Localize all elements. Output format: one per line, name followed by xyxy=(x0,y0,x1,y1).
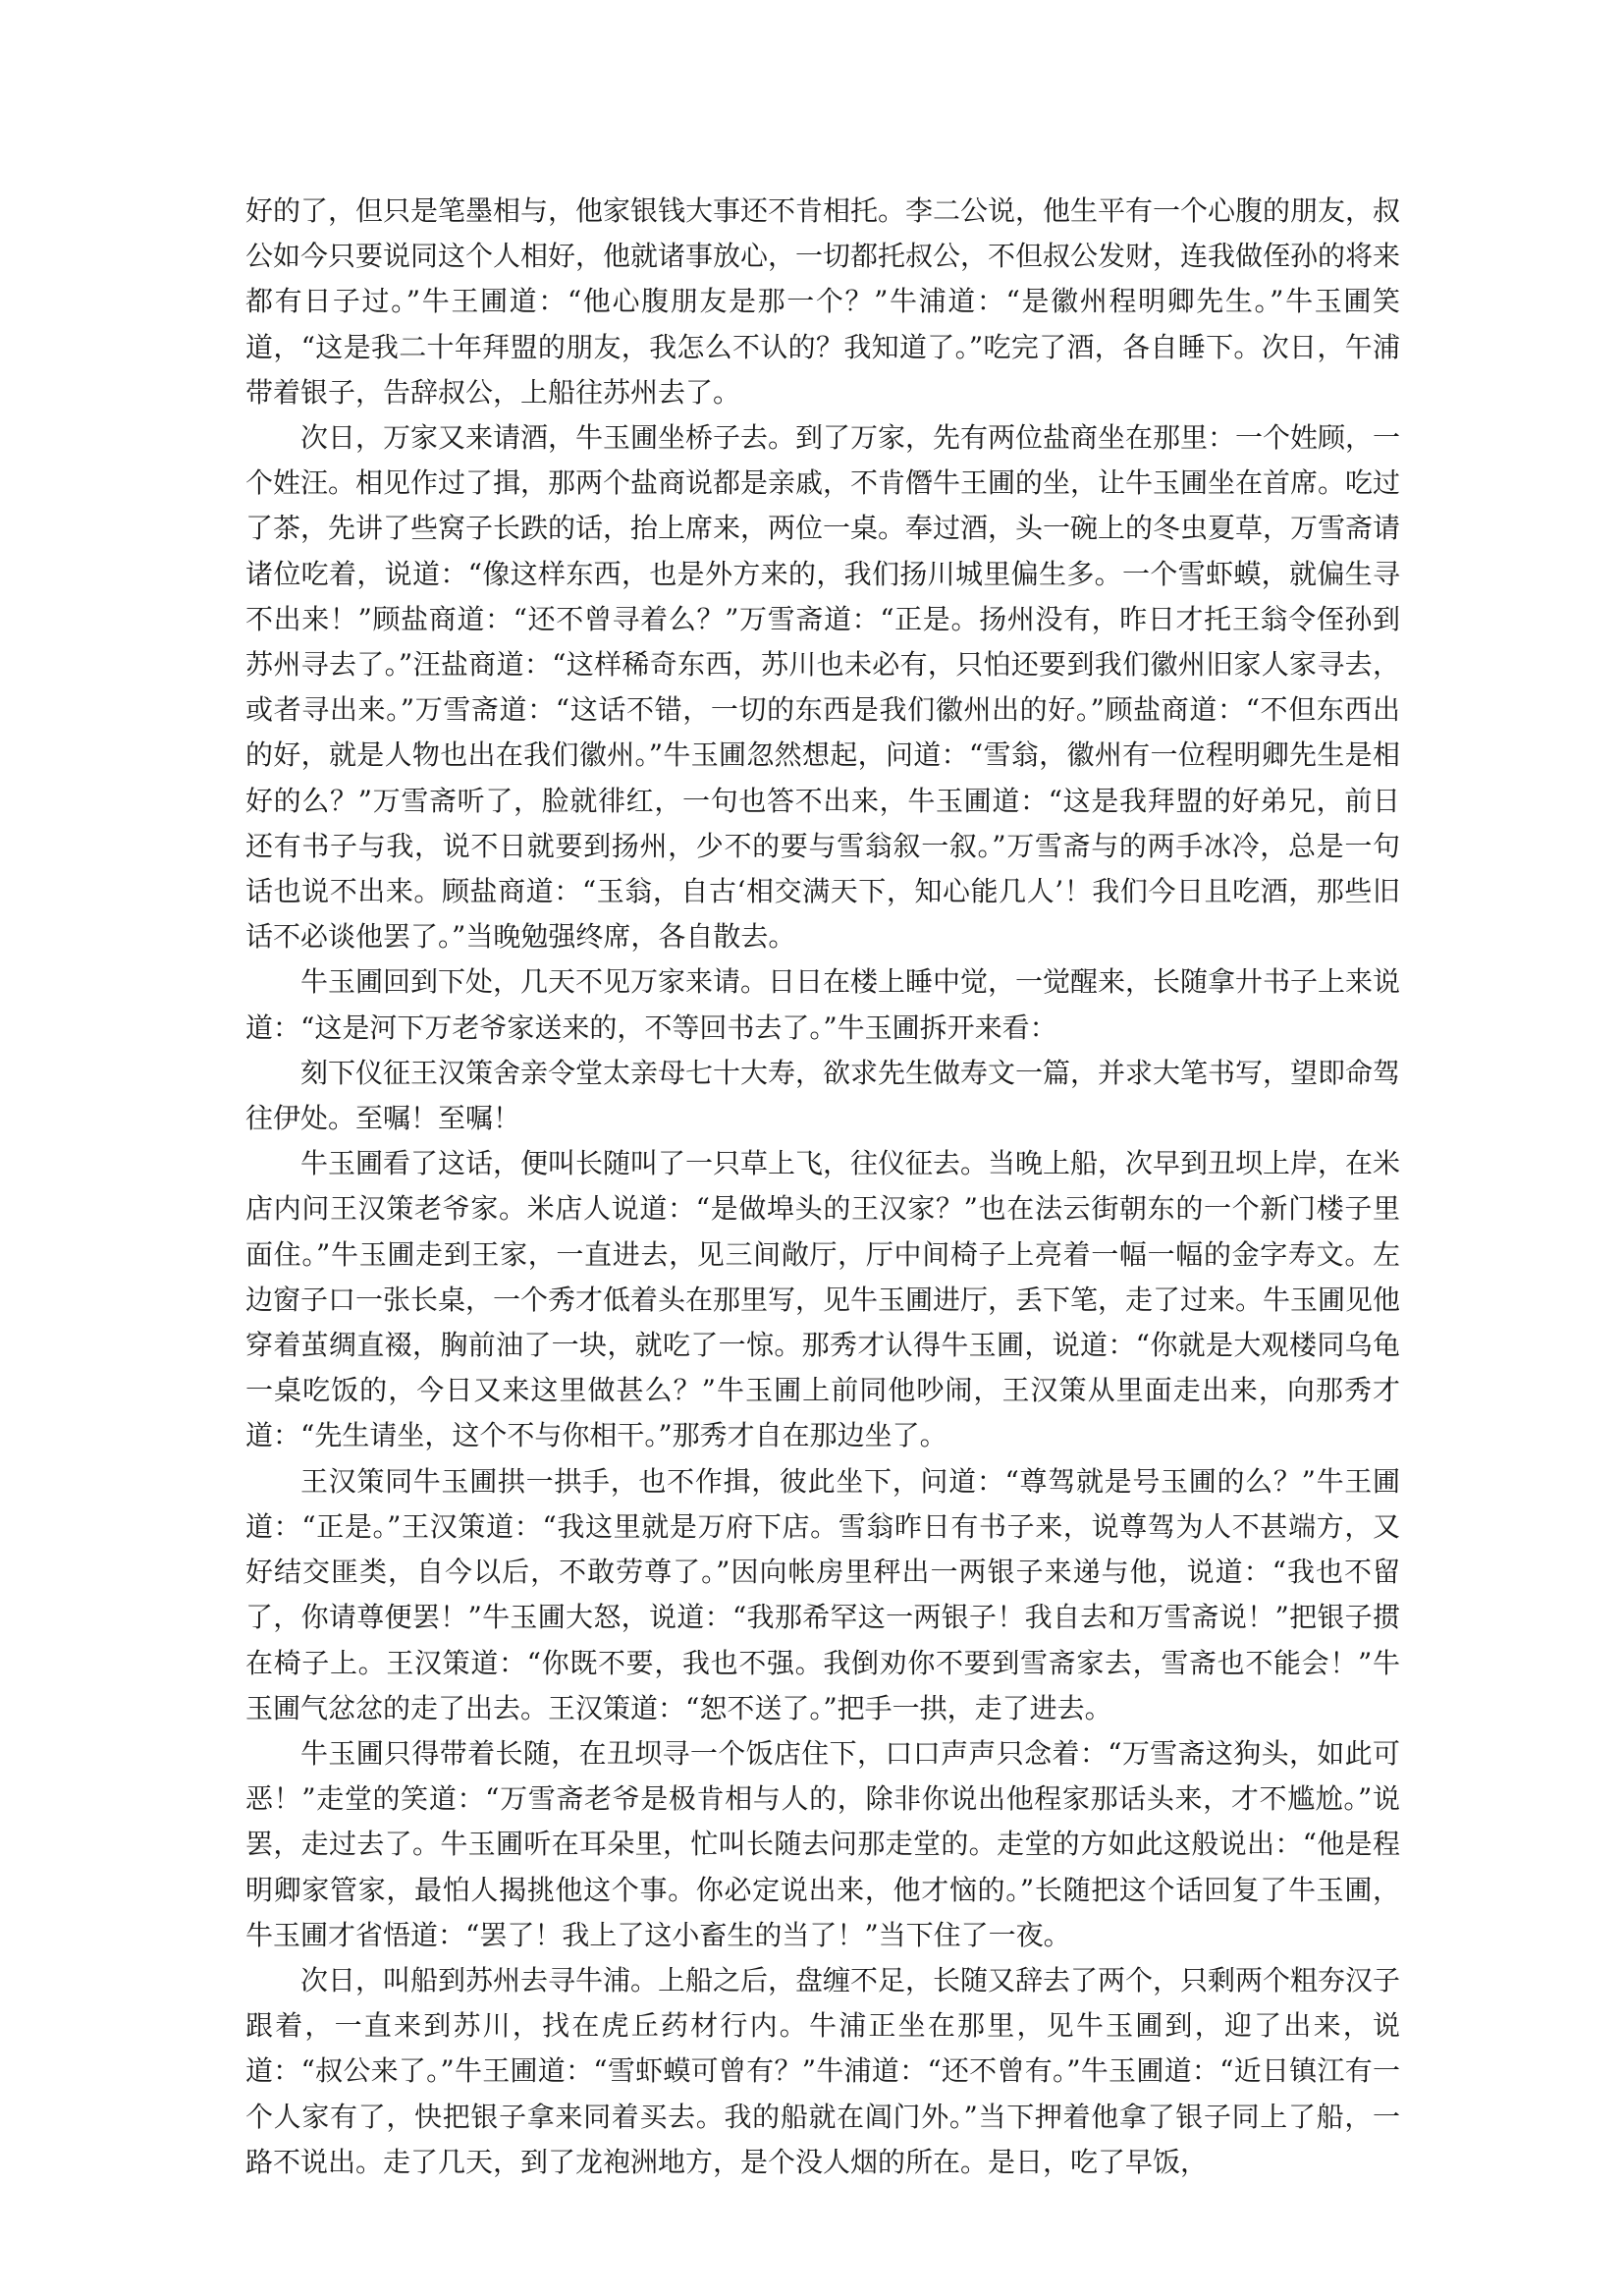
paragraph-6: 王汉策同牛玉圃拱一拱手，也不作揖，彼此坐下，问道：“尊驾就是号玉圃的么？”牛王圃道：“正是。”王汉策道：“我这里就是万府下店。雪翁昨日有书子来，说尊驾为人不甚端方，又好结交匪类，自今以后，不敢劳尊了。”因向帐房里秤出一两银子来递与他，说道：“我也不留了，你请尊便罢！”牛玉圃大怒，说道：“我那希罕这一两银子！我自去和万雪斋说！”把银子掼在椅子上。王汉策道：“你既不要，我也不强。我倒劝你不要到雪斋家去，雪斋也不能会！”牛玉圃气忿忿的走了出去。王汉策道：“恕不送了。”把手一拱，走了进去。 xyxy=(245,1464,1400,1724)
paragraph-3: 牛玉圃回到下处，几天不见万家来请。日日在楼上睡中觉，一觉醒来，长随拿廾书子上来说道：“这是河下万老爷家送来的，不等回书去了。”牛玉圃拆开来看： xyxy=(245,965,1401,1044)
text-body xyxy=(245,189,1400,2185)
paragraph-7: 牛玉圃只得带着长随，在丑坝寻一个饭店住下，口口声声只念着：“万雪斋这狗头，如此可恶！”走堂的笑道：“万雪斋老爷是极肯相与人的，除非你说出他程家那话头来，才不尴尬。”说罢，走过去了。牛玉圃听在耳朵里，忙叫长随去问那走堂的。走堂的方如此这般说出：“他是程明卿家管家，最怕人揭挑他这个事。你必定说出来，他才恼的。”长随把这个话回复了牛玉圃，牛玉圃才省悟道：“罢了！我上了这小畜生的当了！”当下住了一夜。 xyxy=(245,1736,1400,1951)
paragraph-5: 牛玉圃看了这话，便叫长随叫了一只草上飞，往仪征去。当晚上船，次早到丑坝上岸，在米店内问王汉策老爷家。米店人说道：“是做埠头的王汉家？”也在法云街朝东的一个新门楼子里面住。”牛玉圃走到王家，一直进去，见三间敞厅，厅中间椅子上亮着一幅一幅的金字寿文。左边窗子口一张长桌，一个秀才低着头在那里写，见牛玉圃进厅，丢下笔，走了过来。牛玉圃见他穿着茧绸直裰，胸前油了一块，就吃了一惊。那秀才认得牛玉圃，说道：“你就是大观楼同乌龟一桌吃饭的，今日又来这里做甚么？”牛玉圃上前同他吵闹，王汉策从里面走出来，向那秀才道：“先生请坐，这个不与你相干。”那秀才自在那边坐了。 xyxy=(245,1147,1401,1452)
paragraph-8: 次日，叫船到苏州去寻牛浦。上船之后，盘缠不足，长随又辞去了两个，只剩两个粗夯汉子跟着，一直来到苏川，找在虎丘药材行内。牛浦正坐在那里，见牛玉圃到，迎了出来，说道：“叔公来了。”牛王圃道：“雪虾蟆可曾有？”牛浦道：“还不曾有。”牛玉圃道：“近日镇江有一个人家有了，快把银子拿来同着买去。我的船就在阊门外。”当下押着他拿了银子同上了船，一路不说出。走了几天，到了龙袍洲地方，是个没人烟的所在。是日，吃了早饭， xyxy=(245,1963,1401,2178)
paragraph-1: 好的了，但只是笔墨相与，他家银钱大事还不肯相托。李二公说，他生平有一个心腹的朋友，叔公如今只要说同这个人相好，他就诸事放心，一切都托叔公，不但叔公发财，连我做侄孙的将来都有日子过。”牛王圃道：“他心腹朋友是那一个？”牛浦道：“是徽州程明卿先生。”牛玉圃笑道，“这是我二十年拜盟的朋友，我怎么不认的？我知道了。”吃完了酒，各自睡下。次日，午浦带着银子，告辞叔公，上船往苏州去了。 xyxy=(245,194,1401,409)
paragraph-4-letter: 刻下仪征王汉策舍亲令堂太亲母七十大寿，欲求先生做寿文一篇，并求大笔书写，望即命驾往伊处。至嘱！至嘱！ xyxy=(245,1056,1401,1135)
paragraph-2: 次日，万家又来请酒，牛玉圃坐桥子去。到了万家，先有两位盐商坐在那里：一个姓顾，一个姓汪。相见作过了揖，那两个盐商说都是亲戚，不肯僭牛王圃的坐，让牛玉圃坐在首席。吃过了茶，先讲了些窝子长跌的话，抬上席来，两位一桌。奉过酒，头一碗上的冬虫夏草，万雪斋请诸位吃着，说道：“像这样东西，也是外方来的，我们扬川城里偏生多。一个雪虾蟆，就偏生寻不出来！”顾盐商道：“还不曾寻着么？”万雪斋道：“正是。扬州没有，昨日才托王翁令侄孙到苏州寻去了。”汪盐商道：“这样稀奇东西，苏川也未必有，只怕还要到我们徽州旧家人家寻去，或者寻出来。”万雪斋道：“这话不错，一切的东西是我们徽州出的好。”顾盐商道：“不但东西出的好，就是人物也出在我们徽州。”牛玉圃忽然想起，问道：“雪翁，徽州有一位程明卿先生是相好的么？”万雪斋听了，脸就徘红，一句也答不出来，牛玉圃道：“这是我拜盟的好弟兄，前日还有书子与我，说不日就要到扬州，少不的要与雪翁叙一叙。”万雪斋与的两手冰冷，总是一句话也说不出来。顾盐商道：“玉翁，自古‘相交满天下，知心能几人’！我们今日且吃酒，那些旧话不必谈他罢了。”当晚勉强终席，各自散去。 xyxy=(245,421,1401,954)
